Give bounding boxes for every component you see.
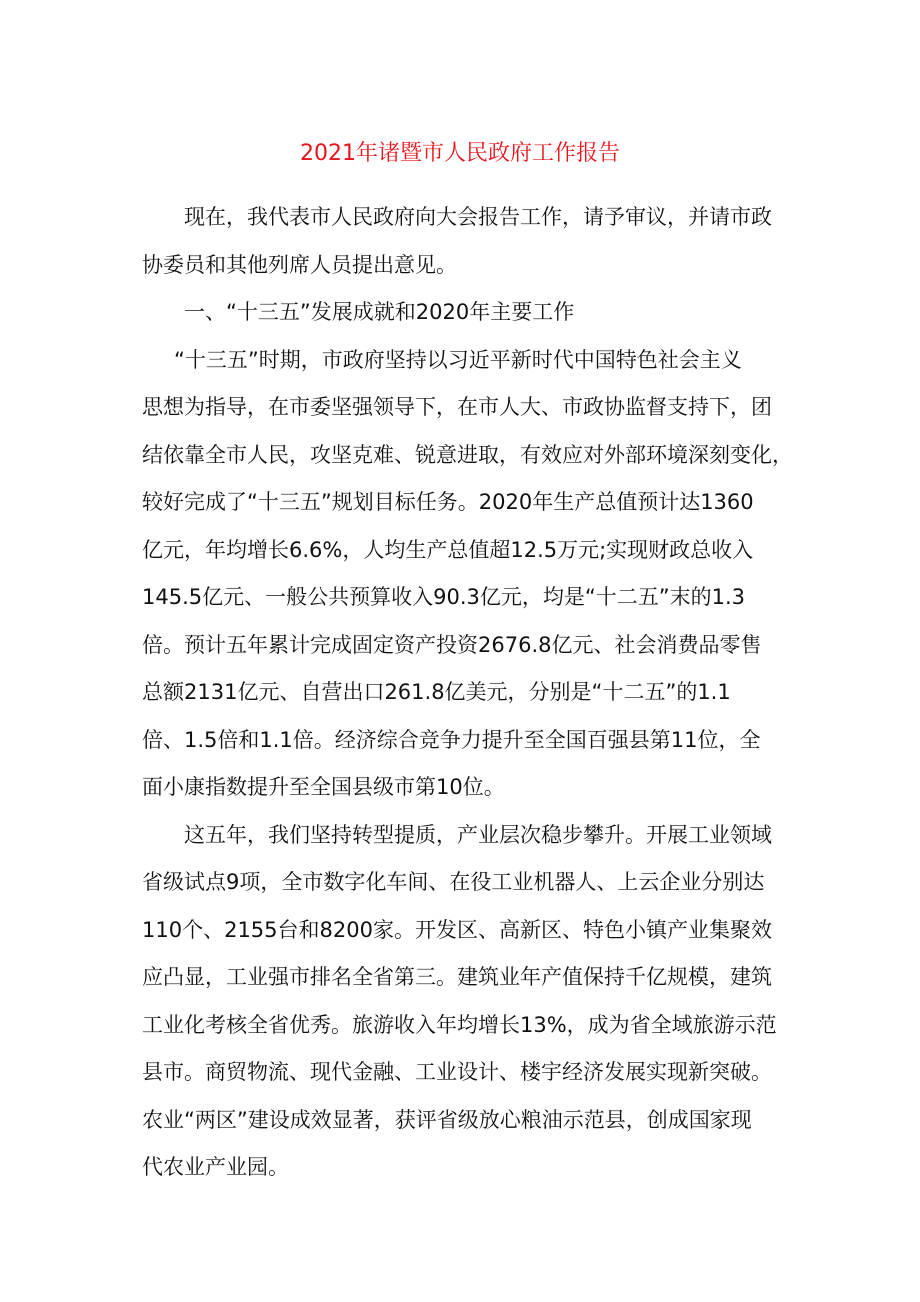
document-title: 2021年诸暨市人民政府工作报告 bbox=[300, 141, 620, 166]
paragraph-line: 现在，我代表市人民政府向大会报告工作，请予审议，并请市政 bbox=[184, 205, 772, 229]
section-heading: 一、“十三五”发展成就和2020年主要工作 bbox=[184, 300, 575, 324]
paragraph-line: 倍、1.5倍和1.1倍。经济综合竞争力提升至全国百强县第11位，全 bbox=[142, 728, 761, 752]
paragraph-line: 较好完成了“十三五”规划目标任务。2020年生产总值预计达1360 bbox=[142, 490, 754, 514]
paragraph-line: 亿元，年均增长6.6%，人均生产总值超12.5万元;实现财政总收入 bbox=[142, 538, 754, 562]
paragraph-line: 县市。商贸物流、现代金融、工业设计、楼宇经济发展实现新突破。 bbox=[142, 1060, 772, 1084]
paragraph-line: “十三五”时期，市政府坚持以习近平新时代中国特色社会主义 bbox=[174, 348, 742, 372]
paragraph-line: 应凸显，工业强市排名全省第三。建筑业年产值保持千亿规模，建筑 bbox=[142, 965, 772, 989]
paragraph-line: 省级试点9项，全市数字化车间、在役工业机器人、上云企业分别达 bbox=[142, 870, 765, 894]
paragraph-line: 面小康指数提升至全国县级市第10位。 bbox=[142, 775, 505, 799]
paragraph-line: 协委员和其他列席人员提出意见。 bbox=[142, 253, 457, 277]
paragraph-line: 思想为指导，在市委坚强领导下，在市人大、市政协监督支持下，团 bbox=[142, 395, 772, 419]
paragraph-line: 这五年，我们坚持转型提质，产业层次稳步攀升。开展工业领域 bbox=[184, 823, 772, 847]
paragraph-line: 110个、2155台和8200家。开发区、高新区、特色小镇产业集聚效 bbox=[142, 918, 772, 942]
paragraph-line: 145.5亿元、一般公共预算收入90.3亿元，均是“十二五”末的1.3 bbox=[142, 585, 746, 609]
paragraph-line: 代农业产业园。 bbox=[142, 1155, 289, 1179]
paragraph-line: 结依靠全市人民，攻坚克难、锐意进取，有效应对外部环境深刻变化， bbox=[142, 443, 793, 467]
paragraph-line: 农业“两区”建设成效显著，获评省级放心粮油示范县，创成国家现 bbox=[142, 1108, 752, 1132]
paragraph-line: 工业化考核全省优秀。旅游收入年均增长13%，成为省全域旅游示范 bbox=[142, 1013, 777, 1037]
paragraph-line: 倍。预计五年累计完成固定资产投资2676.8亿元、社会消费品零售 bbox=[142, 633, 762, 657]
paragraph-line: 总额2131亿元、自营出口261.8亿美元，分别是“十二五”的1.1 bbox=[142, 680, 731, 704]
